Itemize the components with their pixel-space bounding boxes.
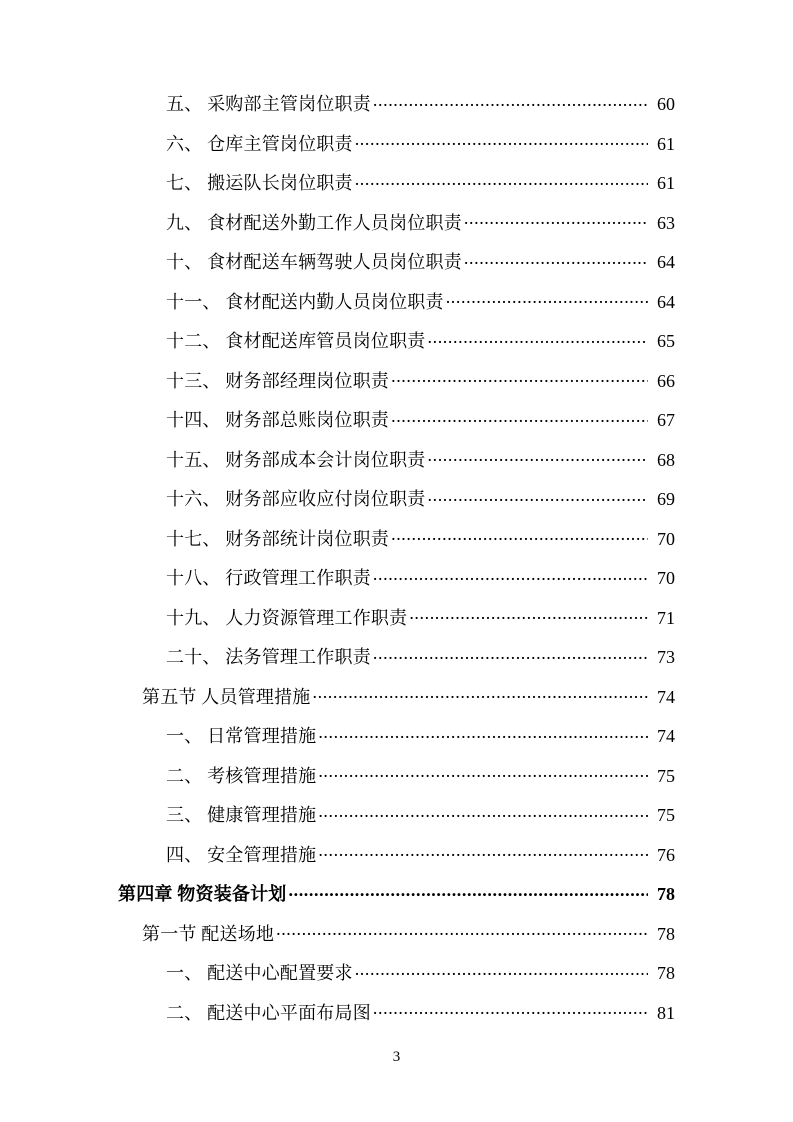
- toc-entry-page-number: 70: [657, 568, 675, 588]
- toc-entry-page-number: 78: [657, 884, 675, 904]
- toc-entry[interactable]: [118, 961, 675, 982]
- toc-leader-dots: [318, 724, 648, 742]
- toc-entry[interactable]: [118, 843, 675, 864]
- toc-entry-label: 十九、 人力资源管理工作职责: [166, 607, 408, 628]
- page-number: 3: [392, 1049, 401, 1065]
- toc-entry[interactable]: [118, 685, 675, 706]
- toc-entry[interactable]: [118, 606, 675, 627]
- toc-entry[interactable]: [118, 211, 675, 232]
- toc-entry-page-number: 60: [657, 94, 675, 114]
- toc-leader-dots: [428, 329, 649, 347]
- toc-entry[interactable]: [118, 764, 675, 785]
- toc-leader-dots: [373, 566, 648, 584]
- toc-leader-dots: [391, 527, 648, 545]
- toc-entry[interactable]: [118, 290, 675, 311]
- toc-leader-dots: [355, 961, 648, 979]
- toc-entry-page-number: 78: [657, 923, 675, 944]
- toc-entry-label: 十二、 食材配送库管员岗位职责: [166, 331, 426, 351]
- toc-entry[interactable]: [118, 724, 675, 745]
- toc-entry-page-number: 63: [657, 212, 675, 233]
- toc-entry-label: 十三、 财务部经理岗位职责: [166, 370, 390, 391]
- toc-entry-label: 十八、 行政管理工作职责: [166, 568, 371, 588]
- toc-entry-page-number: 73: [657, 647, 675, 667]
- toc-leader-dots: [318, 764, 648, 782]
- toc-entry[interactable]: [118, 369, 675, 390]
- toc-leader-dots: [391, 369, 648, 387]
- toc-entry-page-number: 64: [657, 252, 675, 272]
- toc-entry-label: 九、 食材配送外勤工作人员岗位职责: [166, 212, 462, 233]
- toc-entry[interactable]: [118, 645, 675, 666]
- toc-entry-page-number: 76: [657, 844, 675, 865]
- toc-entry-label: 二、 配送中心平面布局图: [166, 1002, 371, 1023]
- toc-entry-page-number: 78: [657, 963, 675, 983]
- toc-entry-label: 六、 仓库主管岗位职责: [166, 133, 353, 154]
- toc-entry-label: 三、 健康管理措施: [166, 805, 317, 825]
- toc-leader-dots: [409, 606, 648, 624]
- toc-entry[interactable]: [118, 329, 675, 350]
- toc-entry-label: 二、 考核管理措施: [166, 765, 317, 786]
- toc-entry-page-number: 68: [657, 449, 675, 470]
- toc-entry-label: 十四、 财务部总账岗位职责: [166, 410, 390, 430]
- toc-entry[interactable]: [118, 922, 675, 943]
- toc-entry[interactable]: [118, 408, 675, 429]
- toc-entry-page-number: 65: [657, 331, 675, 351]
- toc-entry[interactable]: [118, 803, 675, 824]
- toc-entry-label: 第五节 人员管理措施: [142, 686, 311, 707]
- toc-entry-page-number: 71: [657, 607, 675, 628]
- toc-entry-label: 五、 采购部主管岗位职责: [166, 94, 371, 114]
- toc-leader-dots: [373, 645, 648, 663]
- toc-entry[interactable]: [118, 92, 675, 113]
- toc-leader-dots: [318, 803, 648, 821]
- toc-leader-dots: [391, 408, 648, 426]
- toc-leader-dots: [373, 92, 648, 110]
- toc-entry-page-number: 75: [657, 805, 675, 825]
- toc-entry-page-number: 70: [657, 528, 675, 549]
- toc-entry-label: 十、 食材配送车辆驾驶人员岗位职责: [166, 252, 462, 272]
- toc-entry-page-number: 74: [657, 726, 675, 746]
- toc-entry-label: 一、 日常管理措施: [166, 726, 317, 746]
- toc-entry-page-number: 67: [657, 410, 675, 430]
- toc-entry[interactable]: [118, 250, 675, 271]
- toc-entry-page-number: 66: [657, 370, 675, 391]
- toc-entry-label: 十七、 财务部统计岗位职责: [166, 528, 390, 549]
- toc-entry-page-number: 69: [657, 489, 675, 509]
- toc-entry-page-number: 61: [657, 133, 675, 154]
- toc-entry[interactable]: [118, 527, 675, 548]
- toc-entry-page-number: 75: [657, 765, 675, 786]
- toc-entry[interactable]: [118, 448, 675, 469]
- toc-entry[interactable]: [118, 1001, 675, 1022]
- toc-entry-label: 十五、 财务部成本会计岗位职责: [166, 449, 426, 470]
- toc-entry-label: 七、 搬运队长岗位职责: [166, 173, 353, 193]
- toc-entry-page-number: 61: [657, 173, 675, 193]
- toc-entry-page-number: 74: [657, 686, 675, 707]
- toc-leader-dots: [355, 171, 648, 189]
- toc-entry[interactable]: [118, 487, 675, 508]
- toc-leader-dots: [428, 487, 649, 505]
- toc-entry[interactable]: [118, 171, 675, 192]
- toc-entry[interactable]: [118, 882, 675, 903]
- toc-leader-dots: [276, 922, 648, 940]
- toc-leader-dots: [289, 882, 649, 900]
- toc-entry-label: 第一节 配送场地: [142, 923, 275, 944]
- toc-entry-label: 十六、 财务部应收应付岗位职责: [166, 489, 426, 509]
- toc-leader-dots: [464, 250, 648, 268]
- toc-entry-label: 十一、 食材配送内勤人员岗位职责: [166, 291, 444, 312]
- table-of-contents: [118, 92, 675, 1022]
- toc-leader-dots: [318, 843, 648, 861]
- toc-entry[interactable]: [118, 132, 675, 153]
- toc-entry-label: 一、 配送中心配置要求: [166, 963, 353, 983]
- toc-leader-dots: [446, 290, 648, 308]
- toc-entry-label: 四、 安全管理措施: [166, 844, 317, 865]
- toc-leader-dots: [313, 685, 649, 703]
- toc-entry[interactable]: [118, 566, 675, 587]
- toc-leader-dots: [464, 211, 648, 229]
- toc-entry-label: 第四章 物资装备计划: [118, 884, 287, 904]
- toc-entry-page-number: 64: [657, 291, 675, 312]
- toc-entry-label: 二十、 法务管理工作职责: [166, 647, 371, 667]
- toc-entry-page-number: 81: [657, 1002, 675, 1023]
- toc-leader-dots: [428, 448, 649, 466]
- toc-leader-dots: [373, 1001, 648, 1019]
- toc-leader-dots: [355, 132, 648, 150]
